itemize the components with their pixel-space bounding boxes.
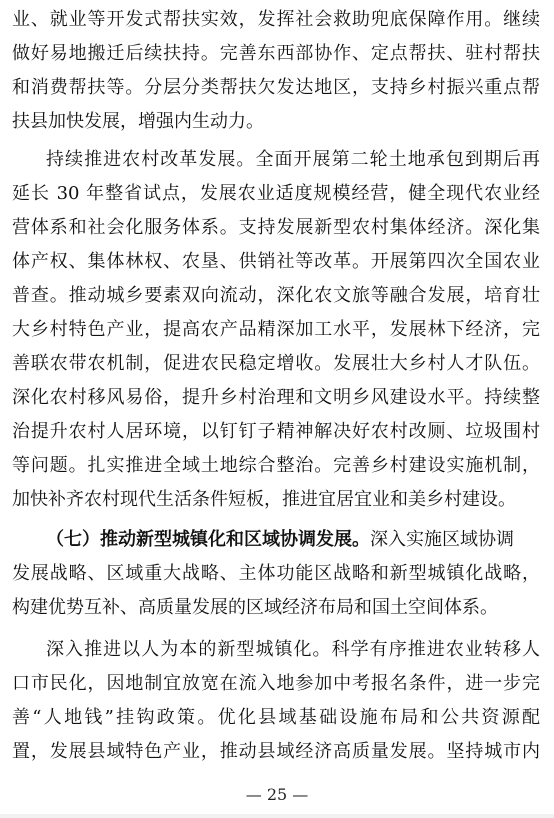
body-text-line: 营体系和社会化服务体系。支持发展新型农村集体经济。深化集 <box>12 217 540 238</box>
body-text-line: 善“人地钱”挂钩政策。优化县域基础设施布局和公共资源配 <box>12 707 540 728</box>
body-text-line: 大乡村特色产业，提高农产品精深加工水平，发展林下经济，完 <box>12 319 540 340</box>
body-text-line: 做好易地搬迁后续扶持。完善东西部协作、定点帮扶、驻村帮扶 <box>12 43 540 64</box>
body-text-line: 业、就业等开发式帮扶实效，发挥社会救助兜底保障作用。继续 <box>12 9 540 30</box>
body-text-line: 深化农村移风易俗，提升乡村治理和文明乡风建设水平。持续整 <box>12 387 540 408</box>
body-text-line: 置，发展县域特色产业，推动县域经济高质量发展。坚持城市内 <box>12 741 540 762</box>
body-text-line: 扶县加快发展，增强内生动力。 <box>12 111 264 132</box>
body-text-line: 等问题。扎实推进全域土地综合整治。完善乡村建设实施机制， <box>12 455 540 476</box>
body-text-line: 加快补齐农村现代生活条件短板，推进宜居宜业和美乡村建设。 <box>12 489 516 510</box>
page-number: — 25 — <box>245 785 309 804</box>
section-heading-line <box>46 526 540 554</box>
section-heading: （七）推动新型城镇化和区域协调发展。 <box>46 529 370 550</box>
body-text-line: 构建优势互补、高质量发展的区域经济布局和国土空间体系。 <box>12 597 498 618</box>
page-bottom-edge <box>0 814 554 818</box>
body-text-line: 普查。推动城乡要素双向流动，深化农文旅等融合发展，培育壮 <box>12 285 540 306</box>
body-text-line: 治提升农村人居环境，以钉钉子精神解决好农村改厕、垃圾围村 <box>12 421 540 442</box>
body-text-line: 体产权、集体林权、农垦、供销社等改革。开展第四次全国农业 <box>12 251 540 272</box>
body-text-line: 和消费帮扶等。分层分类帮扶欠发达地区，支持乡村振兴重点帮 <box>12 77 540 98</box>
body-text-line: 口市民化，因地制宜放宽在流入地参加中考报名条件，进一步完 <box>12 673 540 694</box>
body-text-line: 善联农带农机制，促进农民稳定增收。发展壮大乡村人才队伍。 <box>12 353 540 374</box>
section-heading-text: 深入实施区域协调 <box>370 529 514 550</box>
paragraph-start-line: 深入推进以人为本的新型城镇化。科学有序推进农业转移人 <box>46 639 540 660</box>
body-text-line: 延长 30 年整省试点，发展农业适度规模经营，健全现代农业经 <box>12 183 540 204</box>
body-text-line: 发展战略、区域重大战略、主体功能区战略和新型城镇化战略， <box>12 563 540 584</box>
paragraph-start-line: 持续推进农村改革发展。全面开展第二轮土地承包到期后再 <box>46 149 540 170</box>
